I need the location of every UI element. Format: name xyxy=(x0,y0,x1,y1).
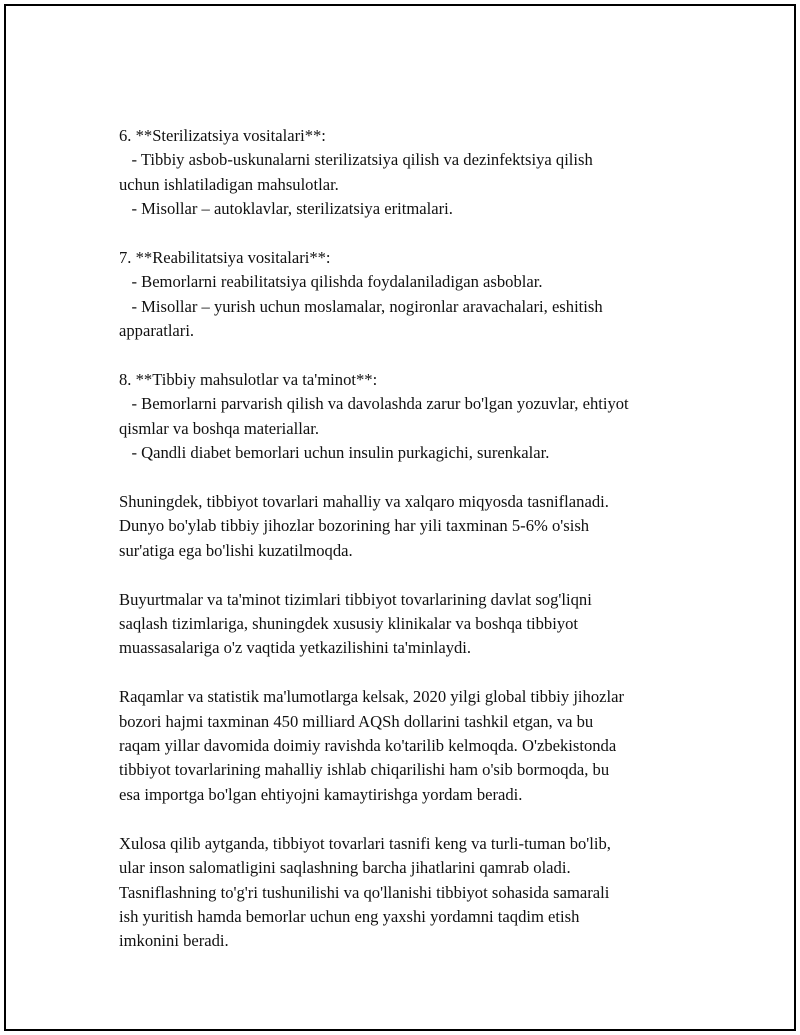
text-line: Buyurtmalar va ta'minot tizimlari tibbiyot tovarlarining davlat sog'liqni xyxy=(119,589,592,609)
paragraph-block xyxy=(119,490,699,563)
text-line: saqlash tizimlariga, shuningdek xususiy klinikalar va boshqa tibbiyot xyxy=(119,614,579,634)
text-line: Dunyo bo'ylab tibbiy jihozlar bozorining har yili taxminan 5-6% o'sish xyxy=(119,516,590,536)
text-line: - Tibbiy asbob-uskunalarni sterilizatsiya qilish va dezinfektsiya qilish xyxy=(119,150,593,170)
text-line: Xulosa qilib aytganda, tibbiyot tovarlari tasnifi keng va turli-tuman bo'lib, xyxy=(119,833,611,853)
paragraph-block xyxy=(119,368,699,466)
text-line: tibbiyot tovarlarining mahalliy ishlab chiqarilishi ham o'sib bormoqda, bu xyxy=(119,760,610,780)
text-line: uchun ishlatiladigan mahsulotlar. xyxy=(119,174,339,194)
paragraph-block xyxy=(119,246,699,344)
text-line: bozori hajmi taxminan 450 milliard AQSh dollarini tashkil etgan, va bu xyxy=(119,711,594,731)
paragraph-block xyxy=(119,832,699,954)
text-line: 6. **Sterilizatsiya vositalari**: xyxy=(119,126,326,145)
text-line: Raqamlar va statistik ma'lumotlarga kelsak, 2020 yilgi global tibbiy jihozlar xyxy=(119,687,625,707)
text-line: - Qandli diabet bemorlari uchun insulin purkagichi, surenkalar. xyxy=(119,443,550,463)
text-line: sur'atiga ega bo'lishi kuzatilmoqda. xyxy=(119,540,353,560)
text-line: esa importga bo'lgan ehtiyojni kamaytirishga yordam beradi. xyxy=(119,784,523,804)
text-line: 8. **Tibbiy mahsulotlar va ta'minot**: xyxy=(119,370,378,390)
text-line: imkonini beradi. xyxy=(119,931,229,951)
text-line: - Bemorlarni parvarish qilish va davolashda zarur bo'lgan yozuvlar, ehtiyot xyxy=(119,394,629,414)
text-line: Tasniflashning to'g'ri tushunilishi va qo'llanishi tibbiyot sohasida samarali xyxy=(119,882,610,902)
text-line: ular inson salomatligini saqlashning barcha jihatlarini qamrab oladi. xyxy=(119,858,571,878)
text-line: Shuningdek, tibbiyot tovarlari mahalliy va xalqaro miqyosda tasniflanadi. xyxy=(119,492,609,512)
text-line: ish yuritish hamda bemorlar uchun eng yaxshi yordamni taqdim etish xyxy=(119,906,580,926)
text-line: qismlar va boshqa materiallar. xyxy=(119,418,319,438)
page-frame xyxy=(4,4,796,1031)
document-body xyxy=(119,124,699,978)
text-line: 7. **Reabilitatsiya vositalari**: xyxy=(119,248,331,268)
text-line: muassasalariga o'z vaqtida yetkazilishini ta'minlaydi. xyxy=(119,638,472,658)
paragraph-block xyxy=(119,124,699,222)
paragraph-block xyxy=(119,588,699,661)
text-line: - Misollar – yurish uchun moslamalar, nogironlar aravachalari, eshitish xyxy=(119,296,603,316)
text-line: - Misollar – autoklavlar, sterilizatsiya eritmalari. xyxy=(119,199,453,219)
text-line: apparatlari. xyxy=(119,321,195,341)
paragraph-block xyxy=(119,685,699,807)
text-line: raqam yillar davomida doimiy ravishda ko'tarilib kelmoqda. O'zbekistonda xyxy=(119,736,617,756)
text-line: - Bemorlarni reabilitatsiya qilishda foydalaniladigan asboblar. xyxy=(119,272,543,292)
